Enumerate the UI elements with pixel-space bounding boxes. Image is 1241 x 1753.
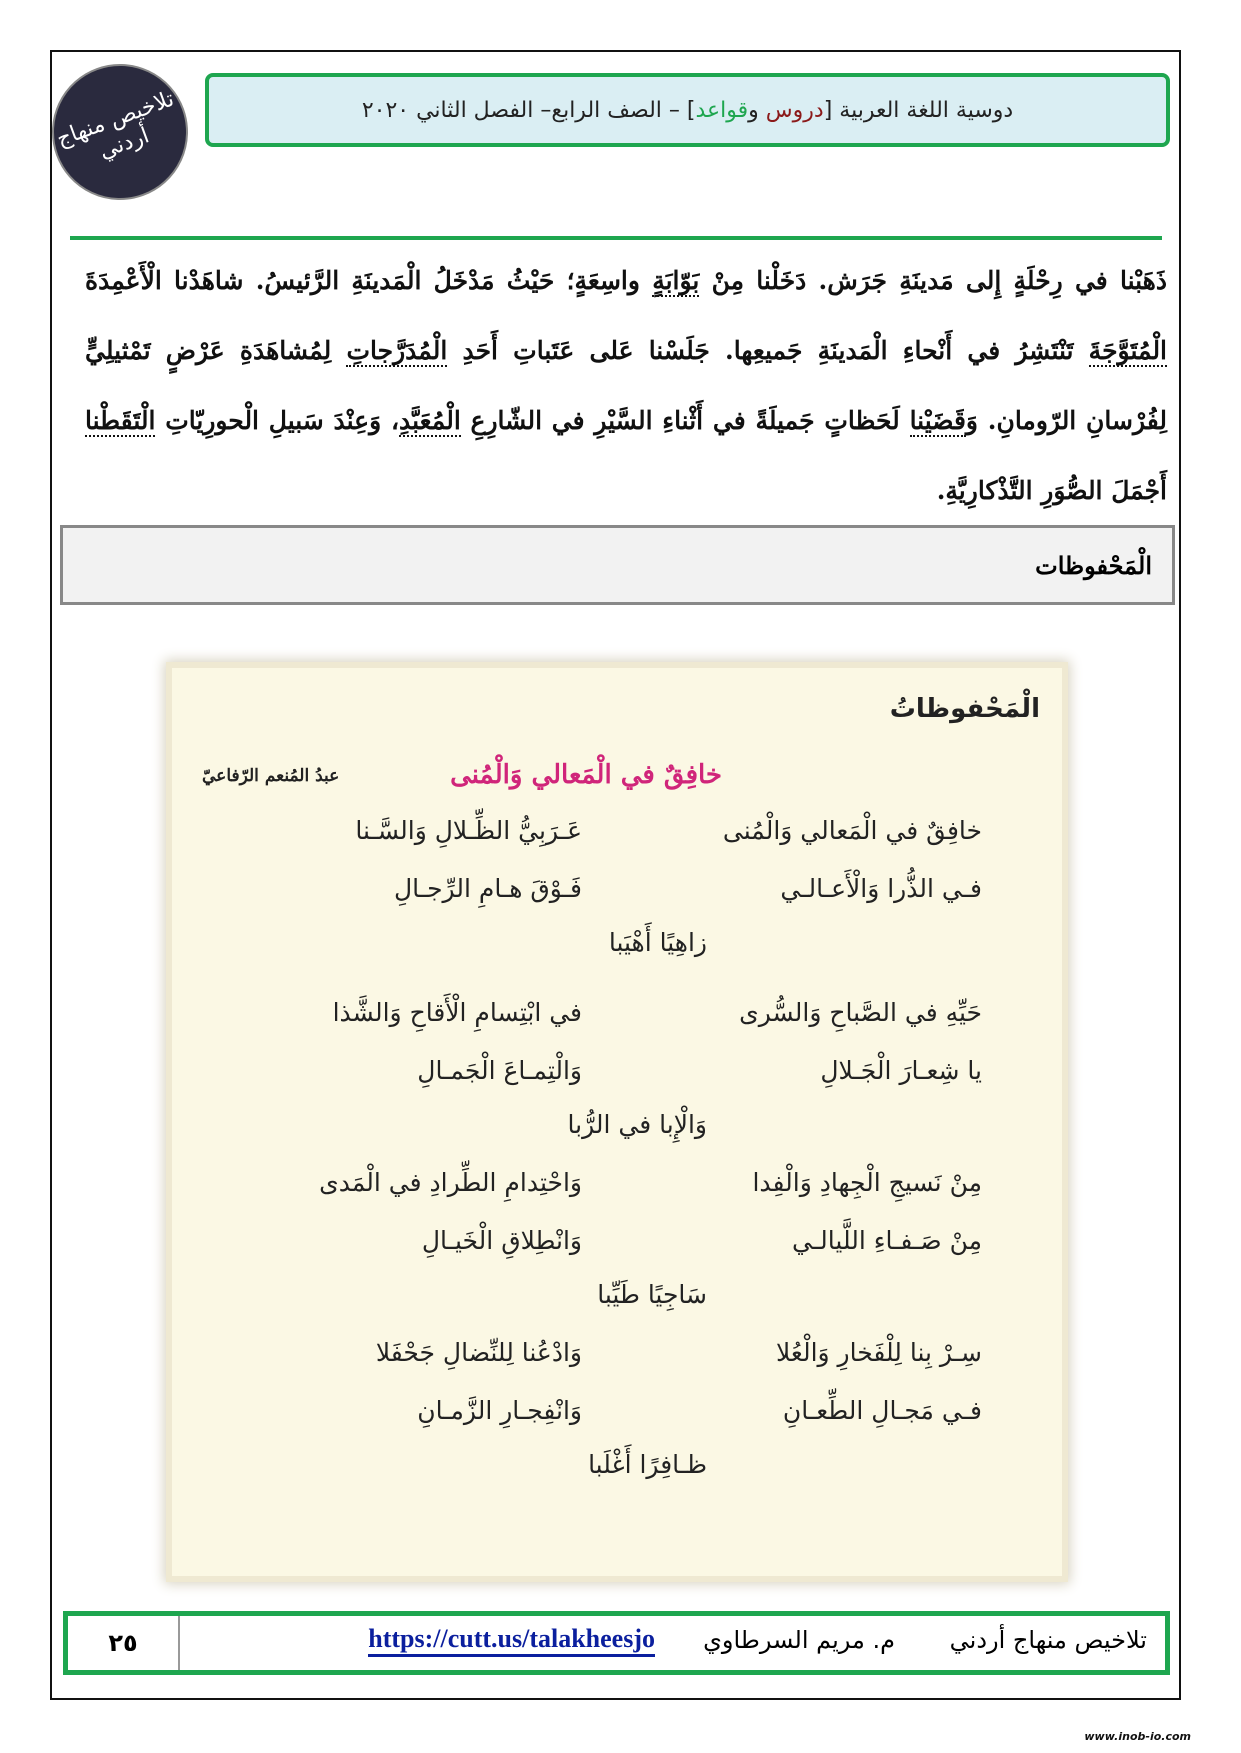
poem-verse: وَاحْتِدامِ الطِّرادِ في الْمَدى — [319, 1168, 582, 1197]
divider — [70, 236, 1162, 240]
poem-verse: يا شِعـارَ الْجَـلالِ — [820, 1056, 982, 1085]
underlined-word: بَوّابَةٍ — [652, 266, 700, 295]
poem-verse: مِنْ صَـفـاءِ اللَّيالـي — [792, 1226, 982, 1255]
poem-refrain: زاهِيًا أَهْيَبا — [608, 928, 707, 957]
header-red: دروس — [765, 97, 824, 123]
section-title: الْمَحْفوظات — [1035, 550, 1152, 580]
poem-verse: خافِقٌ في الْمَعالي وَالْمُنى — [722, 816, 982, 845]
header-mid: و — [748, 97, 766, 123]
card-title: الْمَحْفوظاتُ — [889, 694, 1040, 724]
paragraph-text: ، وَعِنْدَ سَبيلِ الْحورِيّاتِ — [155, 406, 400, 435]
underlined-word: قَضَيْنا — [909, 406, 966, 435]
poem-verse: فَـوْقَ هـامِ الرِّجـالِ — [393, 874, 582, 903]
poem-verse: مِنْ نَسيجِ الْجِهادِ وَالْفِدا — [752, 1168, 982, 1197]
poem-refrain: وَالْإِبا في الرُّبا — [567, 1110, 707, 1139]
page-footer — [63, 1611, 1170, 1675]
poem-title: خافِقٌ في الْمَعالي وَالْمُنى — [450, 760, 722, 790]
underlined-word: الْتَقَطْنا — [85, 406, 156, 435]
footer-site: تلاخيص منهاج أردني — [949, 1626, 1147, 1654]
underlined-word: الْمُدَرَّجاتِ — [346, 336, 448, 365]
header-title — [362, 98, 1013, 123]
poem-verse: حَيِّهِ في الصَّباحِ وَالسُّرى — [739, 998, 982, 1027]
watermark: www.inob-io.com — [1084, 1730, 1191, 1743]
poem-verse: وَانْفِجـارِ الزَّمـانِ — [417, 1396, 582, 1425]
section-heading — [60, 525, 1175, 605]
paragraph-text: لَحَظاتٍ جَميلَةً في أَثْناءِ السَّيْرِ في الشّارِعِ — [460, 406, 910, 435]
page-number: ٢٥ — [68, 1616, 180, 1670]
poem-verse: عَـرَبِيُّ الظِّـلالِ وَالسَّـنا — [355, 816, 582, 845]
header-post: ] – الصف الرابع– الفصل الثاني ٢٠٢٠ — [361, 97, 696, 123]
logo-text: تلاخيص منهاج أردني — [53, 86, 178, 165]
header-pre: دوسية اللغة العربية [ — [823, 97, 1014, 123]
poem-refrain: ظـافِرًا أَغْلَبا — [588, 1450, 707, 1479]
paragraph-text: أَجْمَلَ الصُّوَرِ التَّذْكارِيَّةِ. — [936, 476, 1167, 505]
paragraph-text: تَنْتَشِرُ في أَنْحاءِ الْمَدينَةِ جَميعِها. جَلَسْنا عَلى عَتَباتِ أَحَدِ — [447, 336, 1089, 365]
poem-verse: فـي مَجـالِ الطِّعـانِ — [782, 1396, 982, 1425]
footer-link[interactable]: https://cutt.us/talakheesjo — [368, 1624, 655, 1657]
poem-author: عبدُ المُنعم الرّفاعيّ — [202, 766, 340, 786]
underlined-word: الْمُعَبَّدِ — [399, 406, 461, 435]
footer-author: م. مريم السرطاوي — [703, 1626, 895, 1654]
poem-verse: في ابْتِسامِ الْأَقاحِ وَالشَّذا — [332, 998, 582, 1027]
textbook-image — [172, 668, 1062, 1576]
poem-verse: فـي الذُّرا وَالْأَعـالـي — [780, 874, 982, 903]
document-header — [205, 73, 1170, 147]
paragraph-text: لِمُشاهَدَةِ عَرْضٍ تَمْثيلِيٍّ لِفُرْسانِ الرّومانِ. وَ — [85, 336, 1168, 435]
underlined-word: الْمُتَوَّجَةَ — [1088, 336, 1168, 365]
paragraph-text: ذَهَبْنا في رِحْلَةٍ إِلى مَدينَةِ جَرَش. دَخَلْنا مِنْ — [699, 266, 1167, 295]
poem-refrain: سَاجِيًا طَيِّبا — [597, 1280, 707, 1309]
reading-paragraph — [85, 246, 1167, 526]
header-green: قواعد — [695, 97, 749, 123]
paragraph-text: واسِعَةٍ؛ حَيْثُ مَدْخَلُ الْمَدينَةِ الرَّئيسُ. شاهَدْنا الْأَعْمِدَةَ — [85, 266, 653, 295]
poem-verse: سِـرْ بِنا لِلْفَخارِ وَالْعُلا — [775, 1338, 982, 1367]
poem-verse: وَانْطِلاقِ الْخَيـالِ — [421, 1226, 582, 1255]
poem-verse: وَالْتِمـاعَ الْجَمـالِ — [417, 1056, 582, 1085]
poem-verse: وَادْعُنا لِلنِّضالِ جَحْفَلا — [375, 1338, 582, 1367]
